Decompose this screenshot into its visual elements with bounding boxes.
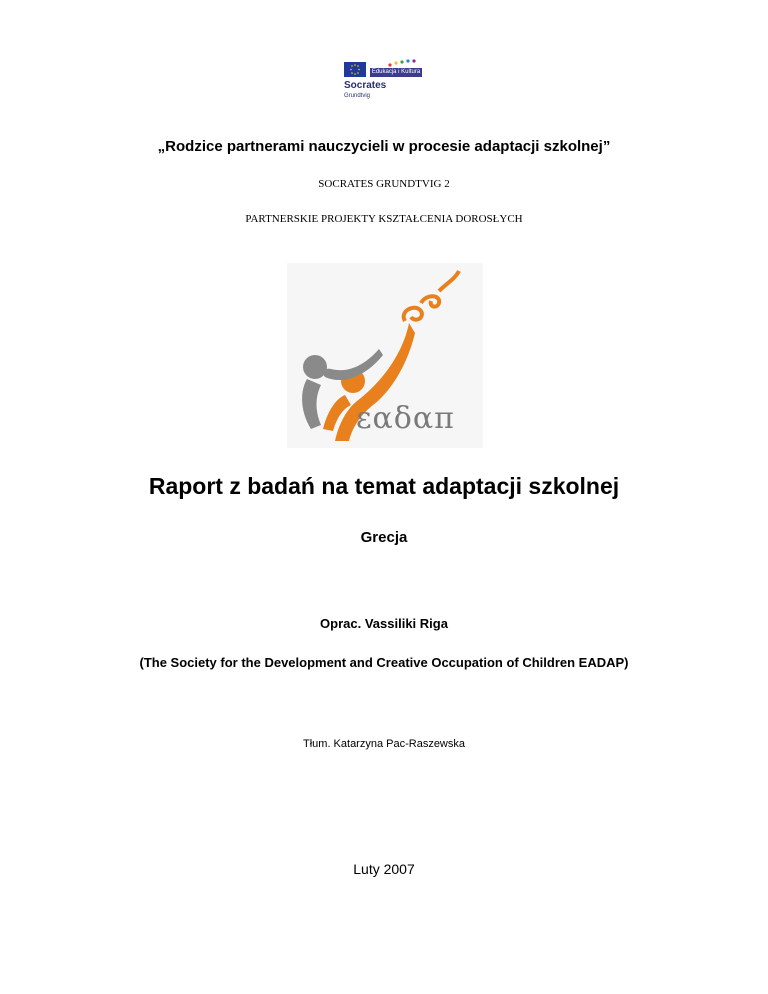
program-name: Socrates	[344, 80, 387, 91]
eadap-logo	[287, 263, 483, 448]
socrates-logo	[340, 55, 428, 103]
translator-line: Tłum. Katarzyna Pac-Raszewska	[303, 738, 465, 750]
program-subname: Grundtvig	[344, 93, 371, 99]
project-title: „Rodzice partnerami nauczycieli w procesie adaptacji szkolnej”	[157, 138, 611, 155]
report-title: Raport z badań na temat adaptacji szkolnej	[148, 473, 620, 499]
program-line-2: PARTNERSKIE PROJEKTY KSZTAŁCENIA DOROSŁYCH	[245, 213, 523, 225]
program-line-1: SOCRATES GRUNDTVIG 2	[318, 178, 450, 190]
organization-line: (The Society for the Development and Creative Occupation of Children EADAP)	[139, 655, 629, 670]
date-line: Luty 2007	[353, 861, 415, 877]
edukacja-badge: Edukacja i Kultura	[371, 69, 421, 75]
author-line: Oprac. Vassiliki Riga	[320, 616, 448, 631]
country-label: Grecja	[360, 529, 408, 546]
eu-flag-icon	[344, 62, 366, 77]
colored-dots-icon	[384, 58, 424, 68]
eadap-wordmark: εαδαπ	[356, 401, 455, 436]
